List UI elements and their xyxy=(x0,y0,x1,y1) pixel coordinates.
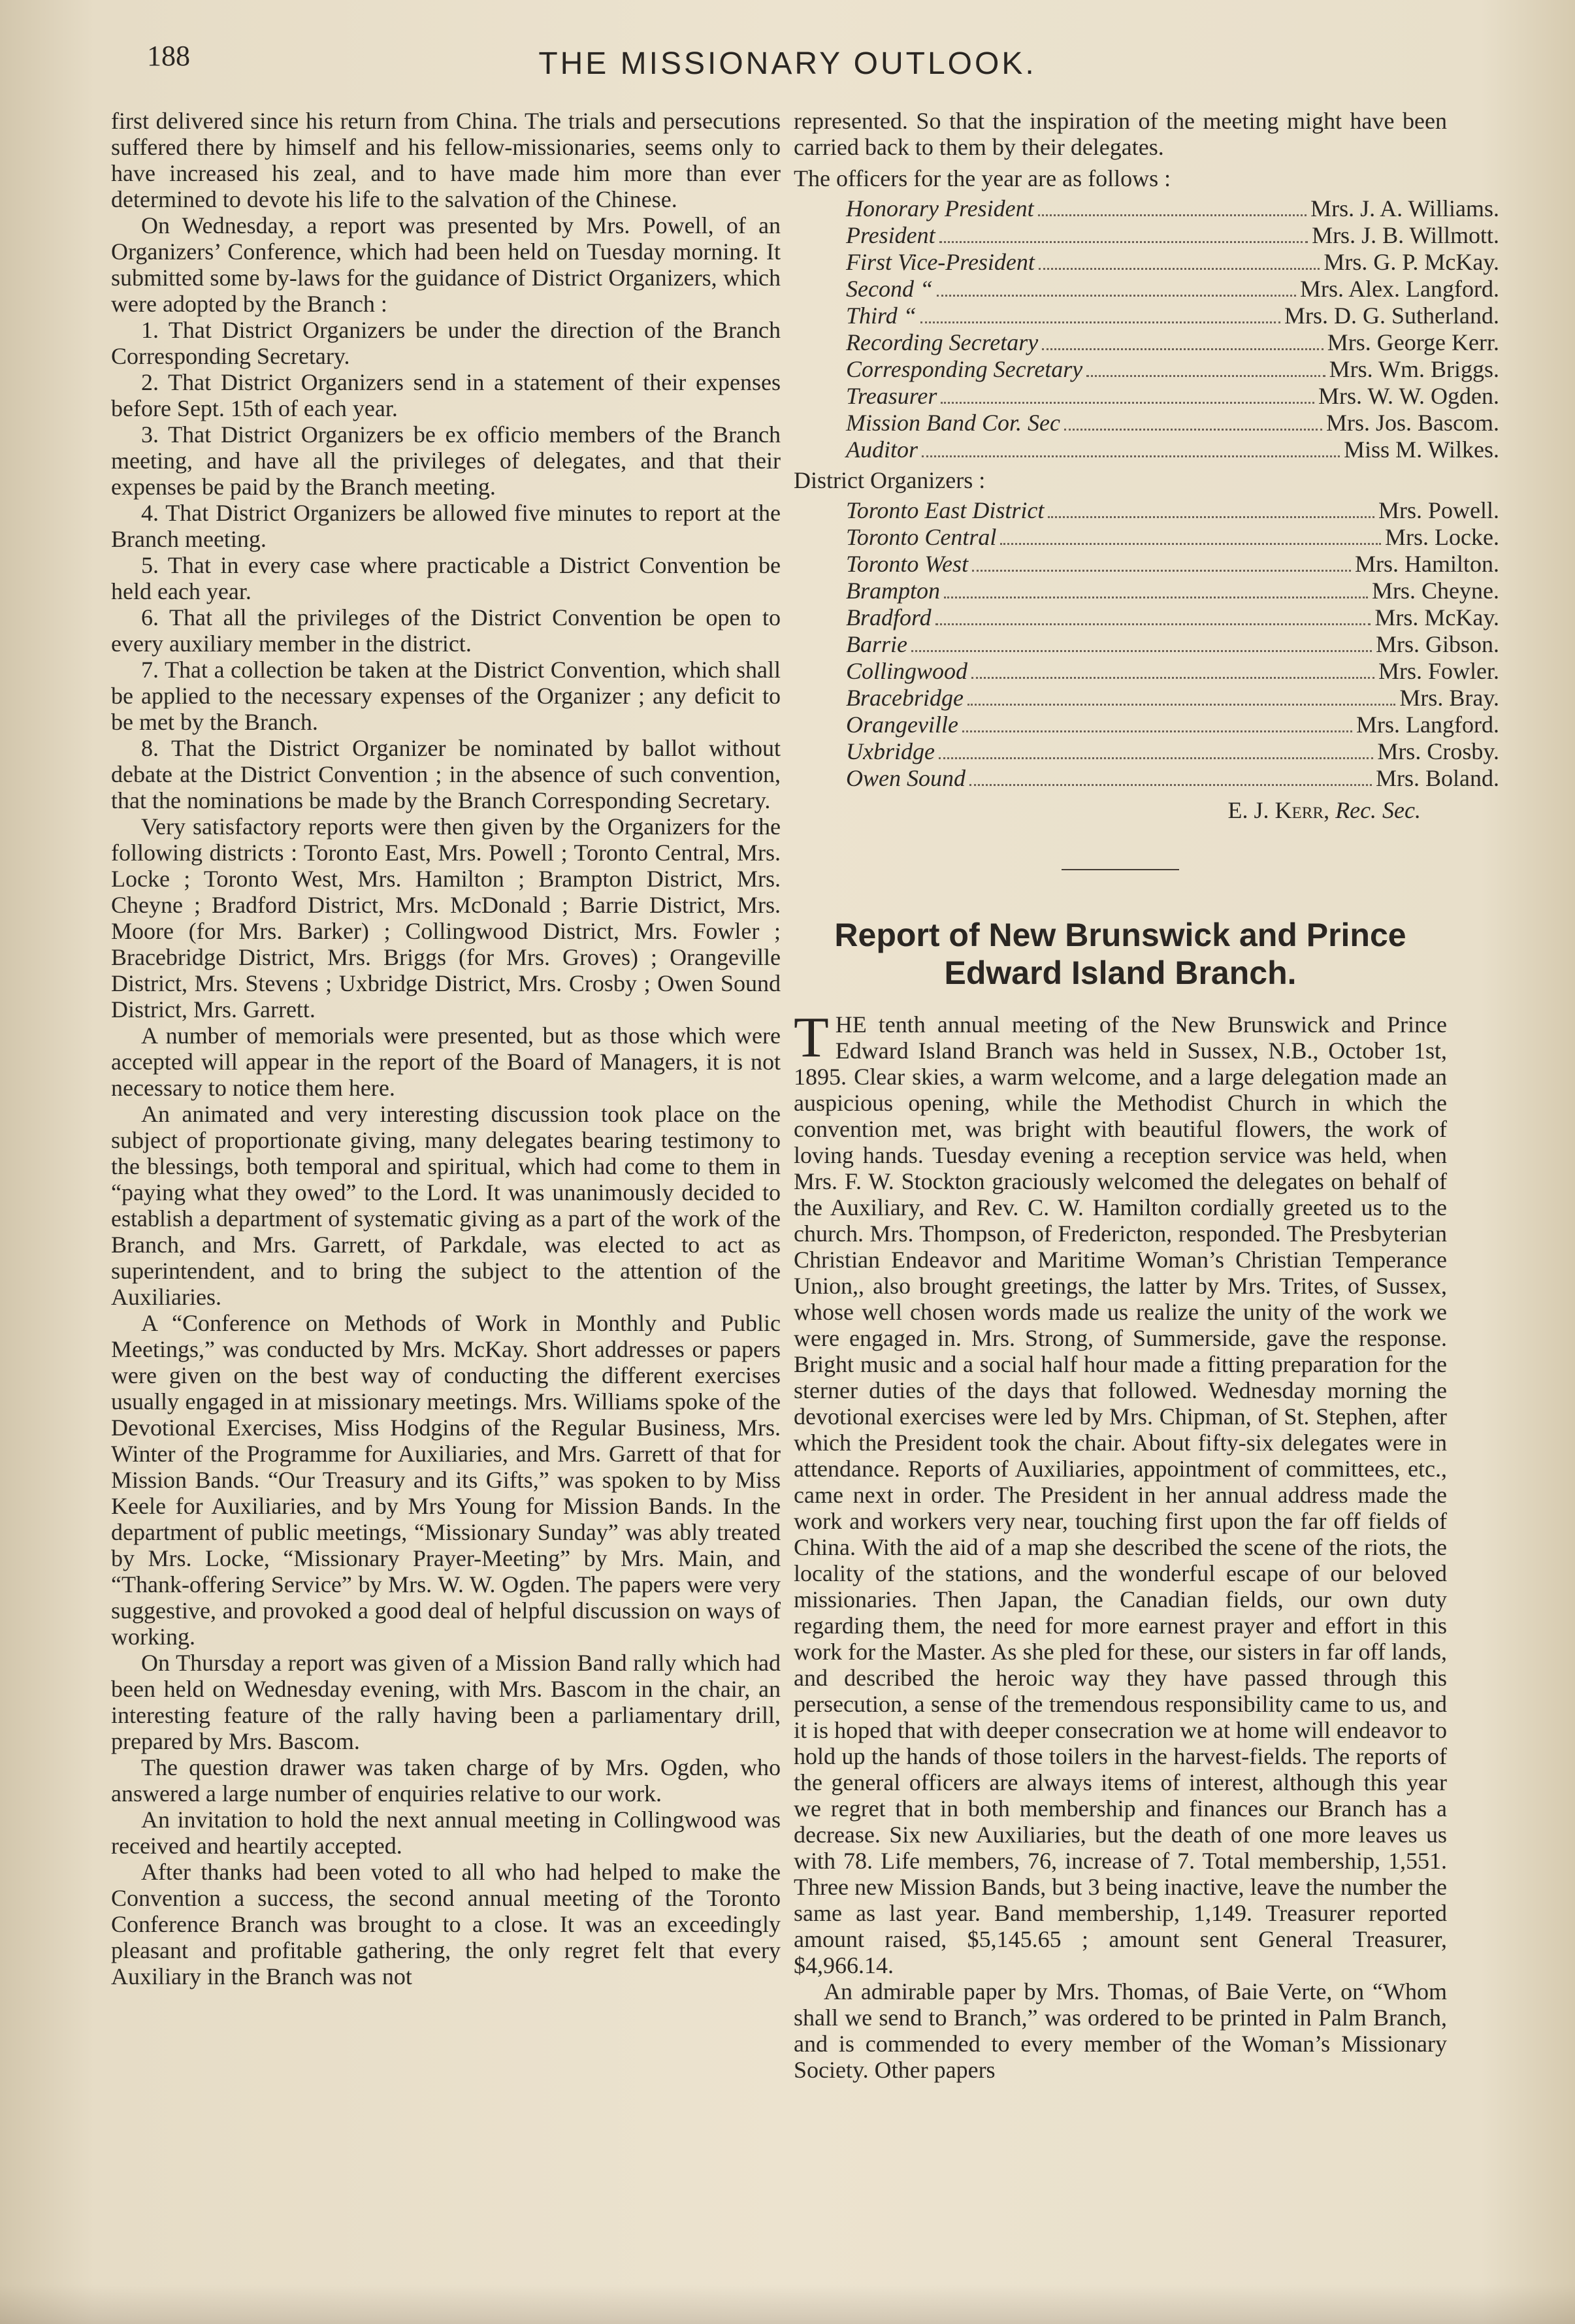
dot-leader xyxy=(911,650,1372,652)
organizer-name: Mrs. Fowler. xyxy=(1378,658,1499,684)
dot-leader xyxy=(939,241,1308,243)
page-header xyxy=(0,39,1575,85)
district-name: Collingwood xyxy=(846,658,968,684)
officer-row xyxy=(846,276,1499,303)
district-row xyxy=(846,497,1499,524)
organizer-name: Mrs. Crosby. xyxy=(1377,738,1499,764)
organizer-name: Mrs. Hamilton. xyxy=(1355,551,1499,577)
officer-name: Mrs. George Kerr. xyxy=(1327,329,1499,355)
organizer-name: Mrs. Cheyne. xyxy=(1372,578,1499,604)
bylaw-item: 4. That District Organizers be allowed five minutes to report at the Branch meeting. xyxy=(111,500,781,552)
paragraph: A number of memorials were presented, but as those which were accepted will appear in the report of the Board of Managers, it is not necessary to notice them here. xyxy=(111,1023,781,1101)
paragraph: The question drawer was taken charge of by Mrs. Ogden, who answered a large number of enquiries relative to our work. xyxy=(111,1754,781,1807)
organizer-name: Mrs. Langford. xyxy=(1356,712,1499,738)
organizer-name: Mrs. Bray. xyxy=(1399,685,1499,711)
district-row xyxy=(846,712,1499,738)
paragraph-text: HE tenth annual meeting of the New Brunswick and Prince Edward Island Branch was held in Sussex, N.B., October 1st, 1895. Clear skies, a warm welcome, and a large delegation made an auspicious opening, while the Methodist Church in which the convention met, was bright with beautiful flowers, the work of loving hands. Tuesday evening a reception service was held, when Mrs. F. W. Stockton graciously welcomed the delegates on behalf of the Auxiliary, and Rev. C. W. Hamilton cordially greeted us to the church. Mrs. Thompson, of Fredericton, responded. The Presbyterian Christian Endeavor and Maritime Woman’s Christian Temperance Union,, also brought greetings, the latter by Mrs. Trites, of Sussex, whose well chosen words made us realize the unity of the work we were engaged in. Mrs. Strong, of Summerside, gave the response. Bright music and a social half hour made a fitting preparation for the sterner duties of the days that followed. Wednesday morning the devotional exercises were led by Mrs. Chipman, of St. Stephen, after which the President took the chair. About fifty-six delegates were in attendance. Reports of Auxiliaries, appointment of committees, etc., came next in order. The President in her annual address made the work and workers very near, touching first upon the far off fields of China. With the aid of a map she described the scene of the riots, the locality of the stations, and the wonderful escape of our beloved missionaries. Then Japan, the Canadian fields, our own duty regarding them, the need for more earnest prayer and effort in this work for the Master. As she pled for these, our sisters in far off lands, and described the heroic way they have passed through this persecution, a sense of the tremendous responsibility came to us, and it is hoped that with deeper consecration we at home will endeavor to hold up the hands of those toilers in the harvest-fields. The reports of the general officers are always items of interest, although this year we regret that in both membership and finances our Branch has a decrease. Six new Auxiliaries, but the death of one more leaves us with 78. Life members, 76, increase of 7. Total membership, 1,551. Three new Mission Bands, but 3 being inactive, leave the number the same as last year. Band membership, 1,149. Treasurer reported amount raised, $5,145.65 ; amount sent General Treasurer, $4,966.14. xyxy=(794,1011,1447,1978)
bylaw-item: 7. That a collection be taken at the District Convention, which shall be applied to the necessary expenses of the Organizer ; any deficit to be met by the Branch. xyxy=(111,657,781,735)
officers-intro: The officers for the year are as follows : xyxy=(794,165,1171,191)
officer-row xyxy=(846,303,1499,329)
dot-leader xyxy=(1038,214,1307,216)
paragraph: On Wednesday, a report was presented by Mrs. Powell, of an Organizers’ Conference, which had been held on Tuesday morning. It submitted some by-laws for the guidance of District Organizers, which were adopted by the Branch : xyxy=(111,212,781,317)
officer-role: President xyxy=(846,222,935,248)
signature xyxy=(794,797,1421,823)
paragraph: An invitation to hold the next annual meeting in Collingwood was received and heartily accepted. xyxy=(111,1807,781,1859)
dot-leader xyxy=(922,455,1340,457)
bylaw-item: 1. That District Organizers be under the direction of the Branch Corresponding Secretary. xyxy=(111,317,781,369)
dot-leader xyxy=(1042,348,1323,350)
district-row xyxy=(846,524,1499,551)
paragraph: An animated and very interesting discussion took place on the subject of proportionate giving, many delegates bearing testimony to the blessings, both temporal and spiritual, which had come to them in “paying what they owed” to the Lord. It was unanimously decided to establish a department of systematic giving as a part of the work of the Branch, and Mrs. Garrett, of Parkdale, was elected to act as superintendent, and to bring the subject to the attention of the Auxiliaries. xyxy=(111,1101,781,1310)
signature-name: E. J. Kerr, xyxy=(1227,797,1330,823)
district-row xyxy=(846,631,1499,658)
page-bottom-shadow xyxy=(0,2285,1575,2324)
district-organizers-list xyxy=(846,497,1499,792)
drop-cap: T xyxy=(794,1006,829,1070)
officer-name: Mrs. Alex. Langford. xyxy=(1300,276,1499,302)
organizer-name: Mrs. Gibson. xyxy=(1375,631,1499,657)
officer-row xyxy=(846,222,1499,249)
district-row xyxy=(846,765,1499,792)
officer-name: Mrs. Jos. Bascom. xyxy=(1325,410,1499,436)
dot-leader xyxy=(1086,375,1325,377)
district-row xyxy=(846,551,1499,578)
dot-leader xyxy=(972,570,1351,572)
officer-name: Mrs. D. G. Sutherland. xyxy=(1284,303,1499,329)
district-row xyxy=(846,738,1499,765)
officer-row xyxy=(846,356,1499,383)
organizer-name: Mrs. Boland. xyxy=(1376,765,1499,791)
paragraph xyxy=(794,1006,1447,1978)
district-name: Toronto East District xyxy=(846,497,1045,523)
dot-leader xyxy=(935,623,1371,625)
bylaw-item: 5. That in every case where practicable a District Convention be held each year. xyxy=(111,552,781,604)
district-name: Bradford xyxy=(846,604,932,630)
dot-leader xyxy=(1048,516,1374,518)
paragraph: A “Conference on Methods of Work in Monthly and Public Meetings,” was conducted by Mrs. McKay. Short addresses or papers were given on the best way of conducting the different exercises usually engaged in at missionary meetings. Mrs. Williams spoke of the Devotional Exercises, Miss Hodgins of the Regular Business, Mrs. Winter of the Programme for Auxiliaries, and Mrs. Garrett of that for Mission Bands. “Our Treasury and its Gifts,” was spoken to by Miss Keele for Auxiliaries, and by Mrs Young for Mission Bands. In the department of public meetings, “Missionary Sunday” was ably treated by Mrs. Locke, “Missionary Prayer-Meeting” by Mrs. Main, and “Thank-offering Service” by Mrs. W. W. Ogden. The papers were very suggestive, and provoked a good deal of helpful discussion on ways of working. xyxy=(111,1310,781,1650)
officer-row xyxy=(846,329,1499,356)
bylaw-item: 3. That District Organizers be ex officio members of the Branch meeting, and have all the privileges of delegates, and that their expenses be paid by the Branch meeting. xyxy=(111,421,781,500)
right-column xyxy=(794,108,1499,2083)
dot-leader xyxy=(920,321,1280,323)
district-name: Bracebridge xyxy=(846,685,964,711)
district-name: Toronto West xyxy=(846,551,969,577)
officer-row xyxy=(846,436,1499,463)
officer-row xyxy=(846,195,1499,222)
dot-leader xyxy=(1064,429,1322,431)
paragraph: After thanks had been voted to all who had helped to make the Convention a success, the second annual meeting of the Toronto Conference Branch was brought to a close. It was an exceedingly pleasant and profitable gathering, the only regret felt that every Auxiliary in the Branch was not xyxy=(111,1859,781,1989)
officer-role: Treasurer xyxy=(846,383,937,409)
organizer-name: Mrs. Powell. xyxy=(1378,497,1499,523)
bylaw-item: 6. That all the privileges of the District Convention be open to every auxiliary member in the district. xyxy=(111,604,781,657)
officers-list xyxy=(846,195,1499,463)
dot-leader xyxy=(939,757,1373,759)
paragraph: first delivered since his return from China. The trials and persecutions suffered there by himself and his fellow-missionaries, seems only to have increased his zeal, and to have made him more than ever determined to devote his life to the salvation of the Chinese. xyxy=(111,108,781,212)
officer-role: Auditor xyxy=(846,436,918,463)
officer-role: Corresponding Secretary xyxy=(846,356,1083,382)
officer-name: Miss M. Wilkes. xyxy=(1344,436,1499,463)
officer-row xyxy=(846,410,1499,436)
district-name: Brampton xyxy=(846,578,940,604)
officer-role: Third “ xyxy=(846,303,917,329)
officer-name: Mrs. J. B. Willmott. xyxy=(1312,222,1499,248)
dot-leader xyxy=(937,295,1296,297)
bylaw-item: 8. That the District Organizer be nominated by ballot without debate at the District Convention ; in the absence of such convention, that the nominations be made by the Branch Corresponding Secretary. xyxy=(111,735,781,813)
dot-leader xyxy=(969,784,1372,786)
districts-intro: District Organizers : xyxy=(794,467,986,493)
district-row xyxy=(846,685,1499,712)
dot-leader xyxy=(967,704,1395,706)
district-name: Barrie xyxy=(846,631,907,657)
page-number: 188 xyxy=(147,40,190,72)
paragraph: represented. So that the inspiration of the meeting might have been carried back to them by their delegates. xyxy=(794,108,1447,160)
district-name: Owen Sound xyxy=(846,765,966,791)
section-divider xyxy=(1062,869,1179,870)
officer-role: Mission Band Cor. Sec xyxy=(846,410,1060,436)
dot-leader xyxy=(1039,268,1320,270)
signature-title: Rec. Sec. xyxy=(1335,797,1421,823)
paragraph: On Thursday a report was given of a Mission Band rally which had been held on Wednesday evening, with Mrs. Bascom in the chair, an interesting feature of the rally having been a parliamentary drill, prepared by Mrs. Bascom. xyxy=(111,1650,781,1754)
officer-name: Mrs. G. P. McKay. xyxy=(1323,249,1499,275)
dot-leader xyxy=(971,677,1374,679)
dot-leader xyxy=(1000,543,1381,545)
paragraph: Very satisfactory reports were then given by the Organizers for the following districts : Toronto East, Mrs. Powell ; Toronto Central, Mrs. Locke ; Toronto West, Mrs. Hamilton ; Brampton District, Mrs. Cheyne ; Bradford District, Mrs. McDonald ; Barrie District, Mrs. Moore (for Mrs. Barker) ; Collingwood District, Mrs. Fowler ; Bracebridge District, Mrs. Briggs (for Mrs. Groves) ; Orangeville District, Mrs. Stevens ; Uxbridge District, Mrs. Crosby ; Owen Sound District, Mrs. Garrett. xyxy=(111,813,781,1023)
district-name: Uxbridge xyxy=(846,738,935,764)
district-name: Toronto Central xyxy=(846,524,997,550)
district-name: Orangeville xyxy=(846,712,958,738)
officer-row xyxy=(846,249,1499,276)
dot-leader xyxy=(944,597,1368,598)
officer-role: Second “ xyxy=(846,276,933,302)
officer-role: Recording Secretary xyxy=(846,329,1039,355)
officer-role: Honorary President xyxy=(846,195,1034,221)
organizer-name: Mrs. McKay. xyxy=(1374,604,1499,630)
dot-leader xyxy=(962,730,1352,732)
left-column xyxy=(111,108,781,1989)
officer-row xyxy=(846,383,1499,410)
running-title: THE MISSIONARY OUTLOOK. xyxy=(538,46,1037,81)
officer-role: First Vice-President xyxy=(846,249,1035,275)
bylaw-item: 2. That District Organizers send in a statement of their expenses before Sept. 15th of each year. xyxy=(111,369,781,421)
officer-name: Mrs. W. W. Ogden. xyxy=(1318,383,1499,409)
district-row xyxy=(846,578,1499,604)
officer-name: Mrs. Wm. Briggs. xyxy=(1329,356,1499,382)
district-row xyxy=(846,658,1499,685)
organizer-name: Mrs. Locke. xyxy=(1385,524,1499,550)
article-heading: Report of New Brunswick and Prince Edward Island Branch. xyxy=(834,917,1406,991)
district-row xyxy=(846,604,1499,631)
officer-name: Mrs. J. A. Williams. xyxy=(1310,195,1499,221)
paragraph: An admirable paper by Mrs. Thomas, of Baie Verte, on “Whom shall we send to Branch,” was ordered to be printed in Palm Branch, and is commended to every member of the Woman’s Missionary Society. Other papers xyxy=(794,1978,1447,2083)
dot-leader xyxy=(941,402,1314,404)
